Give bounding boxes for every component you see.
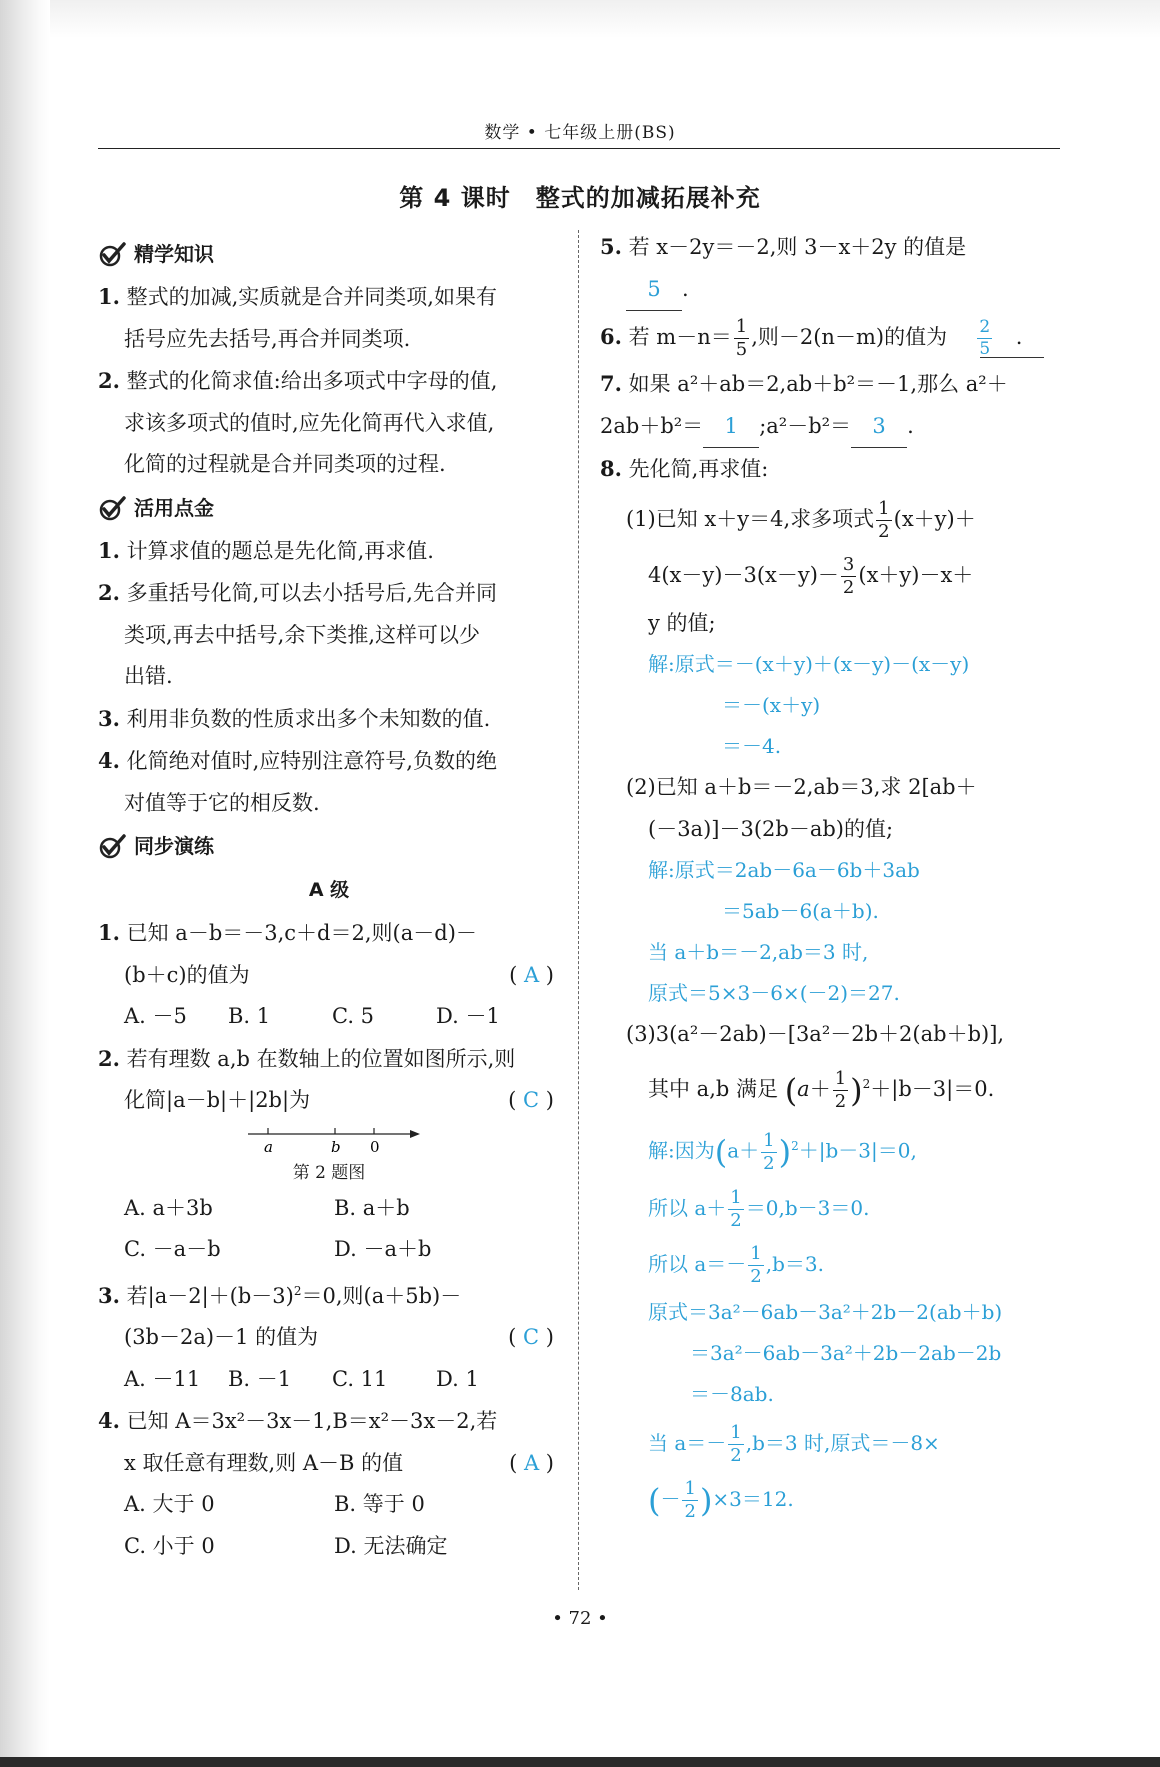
- solution-text: ,b＝3 时,原式＝－8×: [745, 1431, 940, 1456]
- fraction: [833, 1067, 848, 1112]
- question-text: ＋|b－3|＝0.: [870, 1076, 995, 1101]
- solution-line: 原式＝3a²－6ab－3a²＋2b－2(ab＋b): [648, 1300, 1003, 1325]
- tip-text: 多重括号化简,可以去小括号后,先合并同: [126, 581, 497, 605]
- options-row: [98, 1484, 560, 1526]
- question-text: 若有理数 a,b 在数轴上的位置如图所示,则: [126, 1046, 516, 1071]
- punctuation: .: [682, 276, 689, 301]
- checkmark-icon: [98, 239, 128, 269]
- axis-label-zero: 0: [370, 1137, 380, 1156]
- numerator: 2: [979, 317, 991, 337]
- solution-text: 所以 a＋: [648, 1196, 727, 1221]
- option: B. 1: [228, 1004, 271, 1028]
- level-heading: A 级: [308, 879, 350, 901]
- answer-fraction: [977, 319, 992, 358]
- option: A. －11: [124, 1366, 201, 1391]
- question-text: (b＋c)的值为: [124, 962, 250, 987]
- solution-line: 解:因为(a＋ $\frac{1}{2}$ )$^2$＋|b－3|＝0,: [648, 1129, 917, 1174]
- number-line-figure: [98, 1122, 560, 1158]
- question-text: 已知 A＝3x²－3x－1,B＝x²－3x－2,若: [126, 1409, 498, 1433]
- knowledge-text: 化简的过程就是合并同类项的过程.: [124, 452, 446, 476]
- option: A. －5: [124, 1004, 187, 1028]
- question-number: 5.: [600, 234, 622, 259]
- question-5: [600, 226, 1062, 269]
- question-text: ;a²－b²＝: [759, 413, 852, 438]
- column-divider: [578, 230, 579, 1590]
- fraction: [841, 553, 856, 598]
- numerator: 1: [730, 1422, 742, 1444]
- fraction: [748, 1245, 763, 1286]
- answer-choice: A: [523, 962, 540, 987]
- tip-text: 对值等于它的相反数.: [124, 790, 320, 815]
- item-number: 1.: [98, 284, 120, 309]
- option: B. －1: [228, 1366, 292, 1391]
- checkmark-icon: [98, 831, 128, 861]
- solution-text: 所以 a＝－: [648, 1252, 747, 1277]
- question-2: [98, 1038, 560, 1081]
- fraction: [682, 1480, 697, 1521]
- denominator: 2: [730, 1210, 742, 1232]
- question-number: 3.: [98, 1282, 120, 1308]
- fraction: [728, 1424, 743, 1465]
- numerator: 1: [834, 1067, 847, 1089]
- axis-label-a: a: [264, 1137, 273, 1156]
- solution-line: [600, 1180, 1062, 1236]
- solution-text: 解:因为: [648, 1138, 715, 1163]
- solution-text: 当 a＝－: [648, 1431, 727, 1456]
- solution-text: ,b＝3.: [765, 1252, 824, 1277]
- knowledge-text: 整式的化简求值:给出多项式中字母的值,: [126, 369, 498, 393]
- page-binding-shadow: [0, 0, 50, 1767]
- lesson-title: 第 4 课时 整式的加减拓展补充: [399, 184, 761, 212]
- solution-line: ＝－(x＋y): [722, 693, 821, 717]
- question-text: ＝0,则(a＋5b)－: [301, 1283, 462, 1308]
- q8-part1: [600, 491, 1062, 547]
- options-row: [98, 1526, 560, 1568]
- option: B. a＋b: [334, 1195, 410, 1220]
- question-number: 8.: [600, 456, 622, 481]
- solution-line: 解:原式＝－(x＋y)＋(x－y)－(x－y): [648, 652, 970, 676]
- fraction: [761, 1129, 776, 1174]
- exponent: 2: [293, 1283, 302, 1298]
- q8-part2: (2)已知 a＋b＝－2,ab＝3,求 2[ab＋: [626, 775, 977, 799]
- denominator: 2: [684, 1501, 696, 1523]
- item-number: 1.: [98, 537, 120, 563]
- solution-line: ＝5ab－6(a＋b).: [722, 899, 879, 923]
- question-text: (x＋y)－x＋: [858, 562, 974, 587]
- answer-choice: A: [523, 1450, 540, 1475]
- question-text: 2ab＋b²＝: [600, 413, 704, 438]
- answer-underline: [980, 357, 1044, 358]
- options-row: [98, 996, 560, 1038]
- knowledge-text: 括号应先去括号,再合并同类项.: [124, 326, 411, 351]
- option: C. 5: [332, 1004, 375, 1028]
- option: D. 1: [436, 1366, 479, 1391]
- denominator: 2: [834, 1090, 847, 1112]
- answer-blank: 3: [851, 406, 907, 449]
- question-number: 1.: [98, 920, 120, 945]
- section-title: 精学知识: [134, 242, 214, 266]
- question-text: y 的值;: [648, 610, 716, 635]
- question-text: 其中 a,b 满足: [648, 1076, 778, 1101]
- item-number: 3.: [98, 705, 120, 731]
- item-number: 2.: [98, 580, 120, 605]
- option: C. 小于 0: [124, 1533, 215, 1558]
- tip-text: 计算求值的题总是先化简,再求值.: [126, 538, 434, 563]
- section-practice: [98, 824, 560, 868]
- section-knowledge: [98, 232, 560, 276]
- question-text: 如果 a²＋ab＝2,ab＋b²＝－1,那么 a²＋: [628, 372, 1008, 396]
- answer-choice: C: [523, 1088, 540, 1112]
- numerator: 1: [763, 1129, 775, 1151]
- fraction: [734, 318, 749, 359]
- header-rule: [98, 148, 1060, 149]
- question-text: 若 m－n＝: [628, 325, 732, 349]
- tip-text: 利用非负数的性质求出多个未知数的值.: [126, 706, 491, 731]
- solution-line: 当 a＋b＝－2,ab＝3 时,: [648, 940, 869, 964]
- question-number: 4.: [98, 1408, 120, 1433]
- question-text: 4(x－y)－3(x－y)－: [648, 562, 839, 587]
- question-number: 2.: [98, 1045, 120, 1071]
- question-8: [600, 448, 1062, 491]
- question-text: 先化简,再求值:: [628, 457, 769, 481]
- solution-line: [600, 1236, 1062, 1292]
- answer-blank: 1: [703, 406, 759, 449]
- punctuation: .: [907, 413, 914, 438]
- left-column: 精学知识 1. 整式的加减,实质就是合并同类项,如果有 括号应先去括号,再合并同类项. 2. 整式的化简求值:给出多项式中字母的值, 求该多项式的值时,应先化简再代入求值, 化简的过程就是合并同类项的过程. 活用点金 1. 计算求值的题总是先化简,再求值. 2. 多重括号化简,可以去小括号后,先合并同 类项,再去中括号,余下类推,这样可以少 出错. 3. 利用非负数的性质求出多个未知数的值. 4. 化简绝对值时,应特别注意符号,负数的绝 对值等于它的相反数. 同步演练 A 级 1. 已知 a－b＝－3,c＋d＝2,则(a－d)－ (b＋c)的值为 ( A ) A. －5 B. 1 C. 5 D. －1 2. 若有理数 a,b 在数轴上的位置如图所示,则 化简|a－b|＋|2b|为 ( C ) a b 0 第 2 题图 A. a＋3b B. a＋b C. －a－b D. －a＋b 3. 若$|a-2|+(b-3)^2=0$,则(a＋5b)－ (3b－2a)－1 的值为 ( C ) A. －11 B. －1 C. 11 D. 1 4. 已知 A＝3x²－3x－1,B＝x²－3x－2,若 x 取任意有理数,则 A－B 的值 ( A ) A. 大于 0 B. 等于 0 C. 小于 0 D. 无法确定: [98, 232, 560, 1567]
- answer-blank: [954, 311, 1016, 363]
- knowledge-text: 整式的加减,实质就是合并同类项,如果有: [126, 285, 497, 309]
- top-band: [0, 0, 1160, 38]
- denominator: 2: [730, 1445, 742, 1467]
- fraction: [728, 1189, 743, 1230]
- answer-blank: 5: [626, 269, 682, 312]
- question-6: [600, 311, 1062, 363]
- axis-label-b: b: [331, 1137, 341, 1156]
- question-number: 6.: [600, 324, 622, 349]
- figure-caption: 第 2 题图: [292, 1162, 366, 1183]
- knowledge-text: 求该多项式的值时,应先化简再代入求值,: [124, 410, 495, 435]
- options-row: [98, 1229, 560, 1271]
- item-number: 2.: [98, 368, 120, 393]
- solution-text: ＋|b－3|＝0,: [798, 1138, 917, 1163]
- right-column: [600, 226, 1062, 1529]
- question-7: [600, 363, 1062, 406]
- denominator: 5: [735, 339, 748, 360]
- item-number: 4.: [98, 748, 120, 773]
- page-number: • 72 •: [552, 1608, 608, 1629]
- numerator: 1: [684, 1478, 696, 1500]
- option: C. －a－b: [124, 1237, 221, 1261]
- question-text: 已知 a－b＝－3,c＋d＝2,则(a－d)－: [126, 921, 477, 945]
- numerator: 3: [842, 553, 855, 575]
- solution-line: ＝－4.: [722, 734, 782, 758]
- option: C. 11: [332, 1366, 388, 1391]
- numerator: 1: [730, 1187, 742, 1209]
- question-text: x 取任意有理数,则 A－B 的值: [124, 1450, 404, 1475]
- question-text: (1)已知 x＋y＝4,求多项式: [626, 506, 875, 531]
- question-1: [98, 912, 560, 955]
- denominator: 2: [763, 1152, 775, 1174]
- question-text: (x＋y)＋: [893, 506, 976, 531]
- numerator: 1: [750, 1243, 762, 1265]
- numerator: 1: [878, 497, 890, 519]
- question-text: 若 x－2y＝－2,则 3－x＋2y 的值是: [628, 235, 967, 259]
- option: D. －1: [436, 1004, 500, 1028]
- question-text: 化简|a－b|＋|2b|为: [124, 1088, 311, 1112]
- tip-text: 类项,再去中括号,余下类推,这样可以少: [124, 622, 481, 647]
- question-4: [98, 1400, 560, 1443]
- bottom-band: [0, 1757, 1160, 1767]
- option: D. －a＋b: [334, 1237, 432, 1261]
- condition-line: 其中 a,b 满足 (a＋ $\frac{1}{2}$ )$^2$＋|b－3|＝0.: [648, 1067, 995, 1112]
- numerator: 1: [735, 316, 748, 337]
- question-text: ,则－2(n－m)的值为: [751, 325, 948, 349]
- option: A. a＋3b: [124, 1195, 213, 1220]
- solution-line: 解:原式＝2ab－6a－6b＋3ab: [648, 858, 920, 882]
- options-row: [98, 1359, 560, 1401]
- solution-text: ＝0,b－3＝0.: [745, 1196, 870, 1221]
- options-row: [98, 1188, 560, 1230]
- solution-line: ＝－8ab.: [690, 1382, 774, 1407]
- question-text: (3b－2a)－1 的值为: [124, 1325, 319, 1349]
- option: D. 无法确定: [334, 1533, 448, 1558]
- checkmark-icon: [98, 493, 128, 523]
- option: A. 大于 0: [124, 1492, 215, 1516]
- solution-line: 原式＝5×3－6×(－2)＝27.: [648, 981, 900, 1005]
- section-title: 活用点金: [134, 495, 214, 520]
- option: B. 等于 0: [334, 1492, 425, 1516]
- number-line: [98, 1122, 560, 1158]
- punctuation: .: [1015, 325, 1023, 349]
- question-3: [98, 1271, 560, 1318]
- tip-text: 出错.: [124, 664, 173, 688]
- question-number: 7.: [600, 371, 622, 396]
- solution-text: ×3＝12.: [712, 1487, 794, 1512]
- section-tips: [98, 486, 560, 530]
- running-head: 数学 • 七年级上册(BS): [484, 123, 676, 143]
- question-text: 若|a－2|＋(b－3): [126, 1283, 294, 1308]
- section-title: 同步演练: [134, 834, 214, 858]
- denominator: 2: [750, 1266, 762, 1288]
- solution-line: ＝3a²－6ab－3a²＋2b－2ab－2b: [690, 1341, 1002, 1366]
- denominator: 5: [979, 339, 991, 359]
- q8-part3: (3)3(a²－2ab)－[3a²－2b＋2(ab＋b)],: [626, 1022, 1005, 1046]
- solution-line: [600, 1415, 1062, 1471]
- denominator: 2: [878, 520, 890, 542]
- question-text: (－3a)]－3(2b－ab)的值;: [648, 816, 894, 841]
- solution-line: (－ $\frac{1}{2}$ )×3＝12.: [648, 1478, 794, 1523]
- denominator: 2: [842, 576, 855, 598]
- answer-choice: C: [523, 1325, 540, 1349]
- tip-text: 化简绝对值时,应特别注意符号,负数的绝: [126, 749, 497, 773]
- fraction: [876, 497, 891, 542]
